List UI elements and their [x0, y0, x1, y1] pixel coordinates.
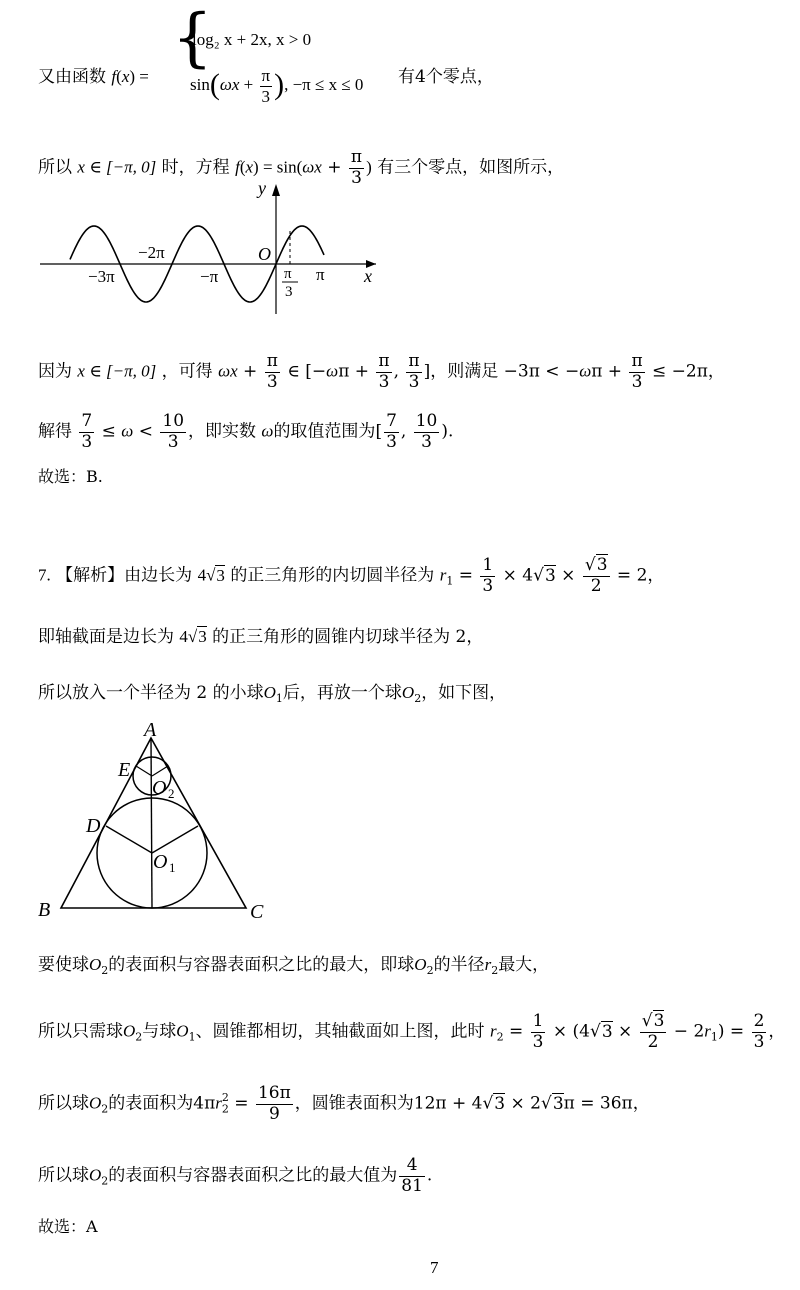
line-omega-result: 解得 $\frac{7}{3}$ ≤ ω < $\frac{10}{3}$ ，即实数 ω的取值范围为[ $\frac{7}{3}$ , $\frac{10}{3}$ ).	[38, 411, 454, 452]
area-mid2: ，圆锥表面积为	[294, 1093, 414, 1114]
line4-omega: ω	[261, 421, 274, 441]
line-surface-area: 所以球$O_2$的表面积为$4\pi r_2^2$ = $\frac{16\pi}{9}$ ，圆锥表面积为12π + 4√3 × 2√3π = 36π，	[38, 1083, 650, 1124]
tick-pi-over-3-den: 3	[285, 284, 293, 300]
ball-mid: 后，再放一个球	[282, 683, 402, 703]
y-label: y	[258, 178, 266, 198]
line3-interval: x ∈ [−π, 0]	[77, 361, 157, 381]
line-equation-three-zeros: 所以 x ∈ [−π, 0] 时，方程 f(x) = sin(ωx + $\frac{\pi}{3}$ ) 有三个零点，如图所示，	[38, 147, 565, 188]
tick-neg2pi: −2π	[138, 243, 165, 262]
line2-interval: x ∈ [−π, 0]	[77, 157, 157, 177]
max-mid: 的表面积与容器表面积之比的最大，即球	[108, 955, 415, 975]
axial-pre: 即轴截面是边长为	[38, 627, 174, 647]
line-axial-section: 即轴截面是边长为 4√3 的正三角形的圆锥内切球半径为 2，	[38, 627, 484, 647]
line-place-ball: 所以放入一个半径为 2 的小球$O_1$后，再放一个球$O_2$，如下图，	[38, 683, 507, 705]
x-label: x	[364, 266, 372, 286]
q7-tag: 【解析】	[56, 565, 125, 586]
tick-negpi: −π	[200, 267, 219, 286]
line2-mid: 时，方程	[161, 157, 230, 178]
label-d: D	[86, 815, 101, 837]
max-pre: 要使球	[38, 955, 89, 975]
origin-label: O	[258, 244, 271, 264]
radius-right	[152, 826, 198, 853]
piecewise-case-2: sin(ωx + $\frac{\pi}{3}$ ), −π ≤ x ≤ 0	[190, 66, 364, 106]
intro-tail: 有4个零点，	[398, 67, 494, 87]
altitude	[151, 738, 152, 908]
max-post: 最大，	[498, 955, 550, 975]
line3-end: ，	[707, 361, 725, 382]
line4-end: .	[448, 421, 454, 442]
label-o1: O	[153, 851, 168, 873]
line3-pre: 因为	[38, 361, 72, 382]
sine-graph	[36, 178, 396, 318]
line3-then: ，则满足	[430, 361, 499, 382]
case2-domain: , −π ≤ x ≤ 0	[284, 74, 364, 94]
page-number: 7	[430, 1258, 439, 1277]
tick-pi-over-3-num: π	[284, 266, 292, 282]
radius-o2-right	[152, 766, 168, 776]
label-c: C	[250, 901, 264, 923]
area-pre: 所以球	[38, 1093, 89, 1114]
final-end: .	[426, 1165, 433, 1186]
max-mid2: 的半径	[433, 955, 485, 975]
tangent-mid2: 、圆锥都相切，其轴截面如上图，此时	[195, 1021, 485, 1042]
area-mid: 的表面积为	[108, 1093, 194, 1114]
ball-post: ，如下图，	[421, 683, 507, 703]
tangent-mid: 与球	[142, 1021, 177, 1042]
label-e: E	[118, 759, 131, 781]
tick-neg3pi: −3π	[88, 267, 115, 286]
axial-post: 的正三角形的圆锥内切球半径为 2，	[212, 627, 484, 647]
line3-mid: ，可得	[161, 361, 213, 382]
line4-pre: 解得	[38, 421, 72, 442]
q7-first-line: 7. 【解析】由边长为 4√3 的正三角形的内切圆半径为 $r_1$ = $\frac{1}{3}$ × 4√3 × $\frac{√3}{2}$ = 2，	[38, 555, 665, 596]
line2-pre: 所以	[38, 157, 72, 178]
piecewise-case-1: log₂ x + 2x, x > 0	[192, 30, 312, 49]
label-b: B	[38, 899, 51, 921]
final-pre: 所以球	[38, 1165, 89, 1186]
tick-pi: π	[316, 265, 325, 284]
answer-a: 故选：A	[38, 1217, 98, 1236]
q7-text-1: 由边长为	[124, 565, 193, 586]
tangent-end: ，	[768, 1021, 786, 1042]
intro-lead: 又由函数	[38, 67, 106, 87]
q7-text-2: 的正三角形的内切圆半径为	[230, 565, 435, 586]
y-axis-arrow	[272, 184, 280, 196]
radius-oe	[136, 766, 152, 776]
line-range-condition: 因为 x ∈ [−π, 0] ，可得 ωx + $\frac{\pi}{3}$ ∈ [−ωπ + $\frac{\pi}{3}$ , $\frac{\pi}{3}$ ]，则满足 −3π < −ωπ + $\frac{\pi}{3}$ ≤ −2π，	[38, 351, 725, 392]
line4-tail: 的取值范围为	[273, 421, 376, 442]
label-o1-sub: 1	[169, 860, 176, 875]
tangent-pre: 所以只需球	[38, 1021, 123, 1042]
line2-post: 有三个零点，如图所示，	[377, 157, 565, 178]
area-end: ，	[632, 1093, 650, 1114]
line-maximize: 要使球$O_2$的表面积与容器表面积之比的最大，即球$O_2$的半径$r_2$最大，	[38, 955, 550, 977]
q7-result: = 2，	[616, 565, 665, 586]
q7-number: 7.	[38, 565, 51, 585]
radius-od	[106, 826, 152, 853]
label-o2-sub: 2	[168, 786, 175, 801]
case2-sin: sin	[190, 74, 210, 94]
line-final-ratio: 所以球$O_2$的表面积与容器表面积之比的最大值为 $\frac{4}{81}$ .	[38, 1155, 433, 1196]
line-tangent: 所以只需球$O_2$与球$O_1$、圆锥都相切，其轴截面如上图，此时 $r_2$ = $\frac{1}{3}$ × (4√3 × $\frac{√3}{2}$ − $2r_1$) = $\frac{2}{3}$ ，	[38, 1011, 786, 1052]
piecewise-intro-line: 又由函数 f(x) =	[38, 67, 149, 87]
line4-mid: ，即实数	[188, 421, 257, 442]
answer-b: 故选：B.	[38, 467, 103, 486]
piecewise-brace: {	[172, 1, 213, 75]
triangle-figure	[34, 720, 284, 925]
label-o2: O	[152, 777, 167, 799]
final-mid: 的表面积与容器表面积之比的最大值为	[108, 1165, 398, 1186]
label-a: A	[144, 720, 157, 741]
ball-pre: 所以放入一个半径为 2 的小球	[38, 683, 264, 703]
